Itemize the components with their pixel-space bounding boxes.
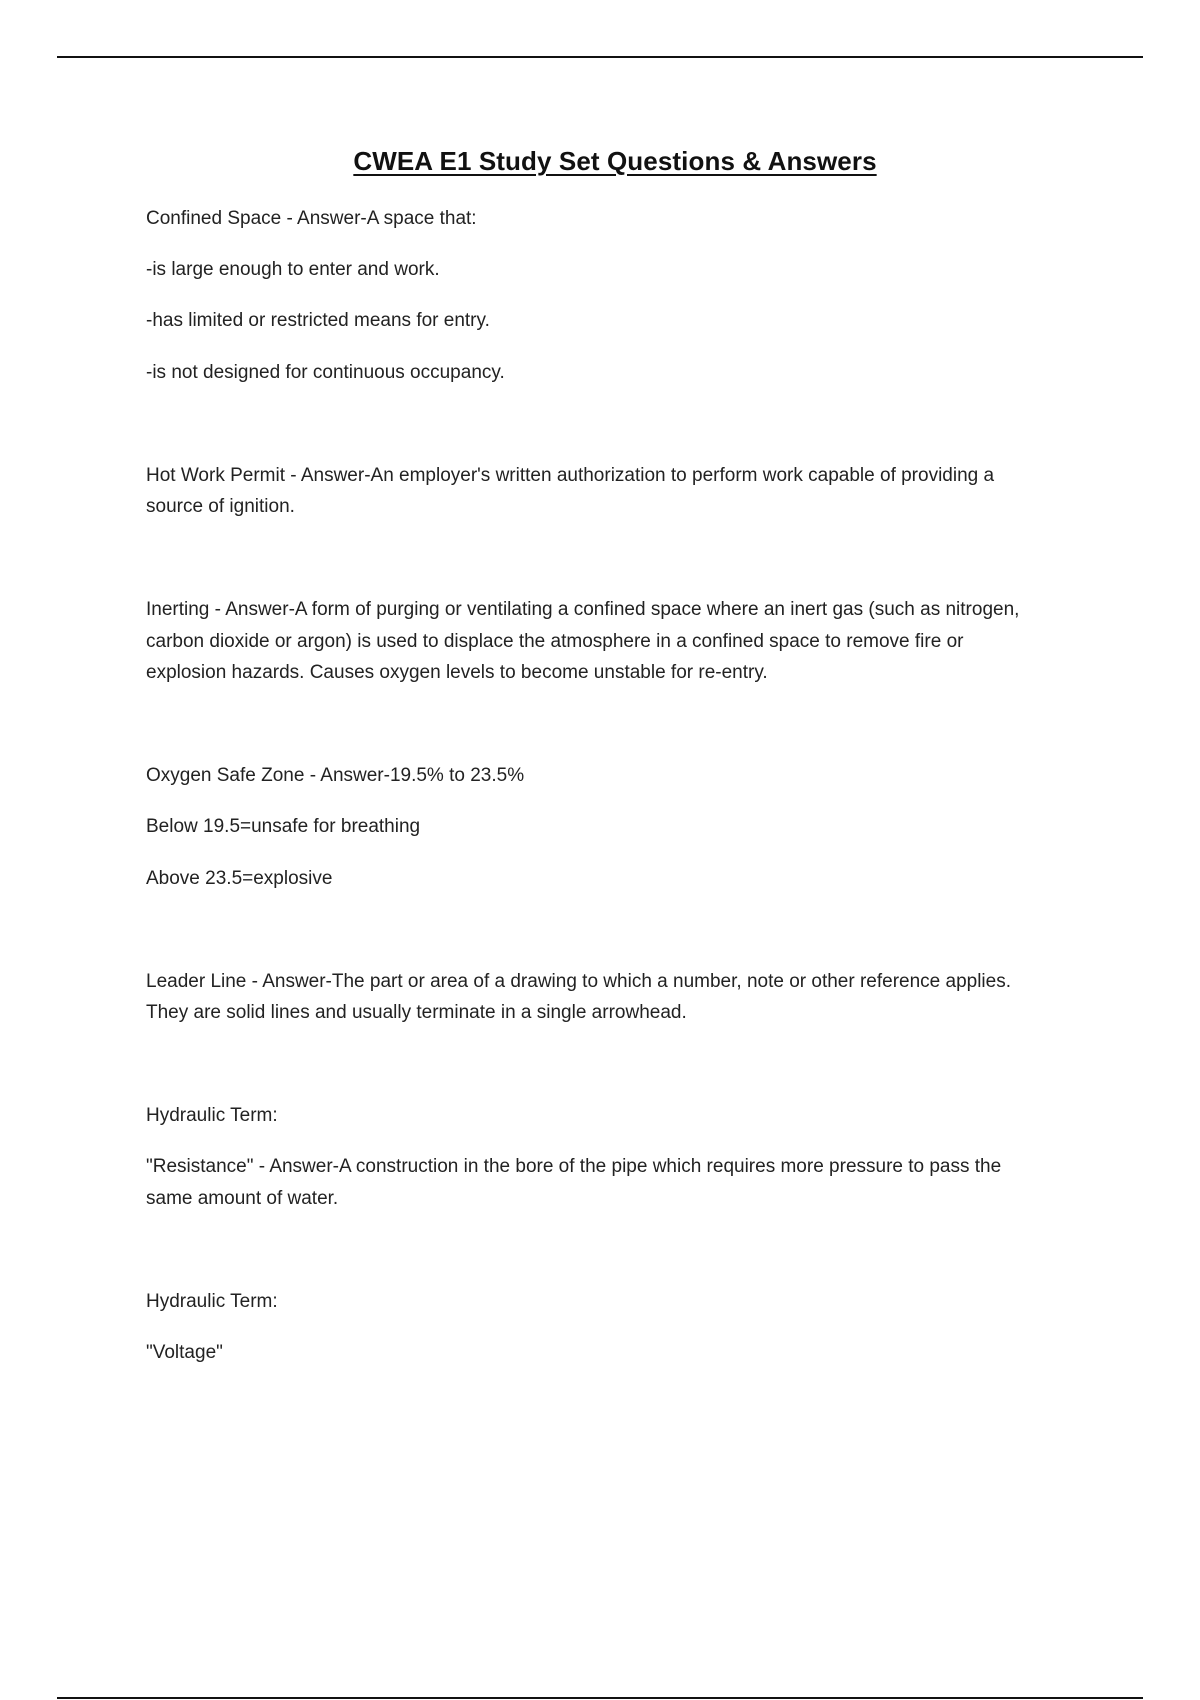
text-line: Oxygen Safe Zone - Answer-19.5% to 23.5% xyxy=(146,765,525,786)
text-line: Hydraulic Term: xyxy=(146,1291,278,1312)
bottom-rule xyxy=(57,1697,1143,1699)
text-line: Above 23.5=explosive xyxy=(146,868,333,889)
document-title: CWEA E1 Study Set Questions & Answers xyxy=(353,146,877,176)
text-line: Hot Work Permit - Answer-An employer's written authorization to perform work capable of providing a xyxy=(146,465,995,486)
text-line: -is not designed for continuous occupancy. xyxy=(146,362,505,383)
text-line: "Resistance" - Answer-A construction in the bore of the pipe which requires more pressure to pass the xyxy=(146,1156,1002,1177)
text-line: same amount of water. xyxy=(146,1188,339,1209)
text-line: "Voltage" xyxy=(146,1342,223,1363)
text-line: Leader Line - Answer-The part or area of a drawing to which a number, note or other reference applies. xyxy=(146,971,1011,992)
text-line: carbon dioxide or argon) is used to displace the atmosphere in a confined space to remove fire or xyxy=(146,631,964,652)
top-rule xyxy=(57,56,1143,58)
text-line: -is large enough to enter and work. xyxy=(146,259,440,280)
text-line: Confined Space - Answer-A space that: xyxy=(146,208,477,229)
text-line: -has limited or restricted means for entry. xyxy=(146,310,490,331)
text-line: Inerting - Answer-A form of purging or ventilating a confined space where an inert gas (such as nitrogen, xyxy=(146,599,1020,620)
text-line: source of ignition. xyxy=(146,496,295,517)
text-line: They are solid lines and usually terminate in a single arrowhead. xyxy=(146,1002,687,1023)
text-line: Hydraulic Term: xyxy=(146,1105,278,1126)
text-line: explosion hazards. Causes oxygen levels to become unstable for re-entry. xyxy=(146,662,768,683)
text-line: Below 19.5=unsafe for breathing xyxy=(146,816,421,837)
